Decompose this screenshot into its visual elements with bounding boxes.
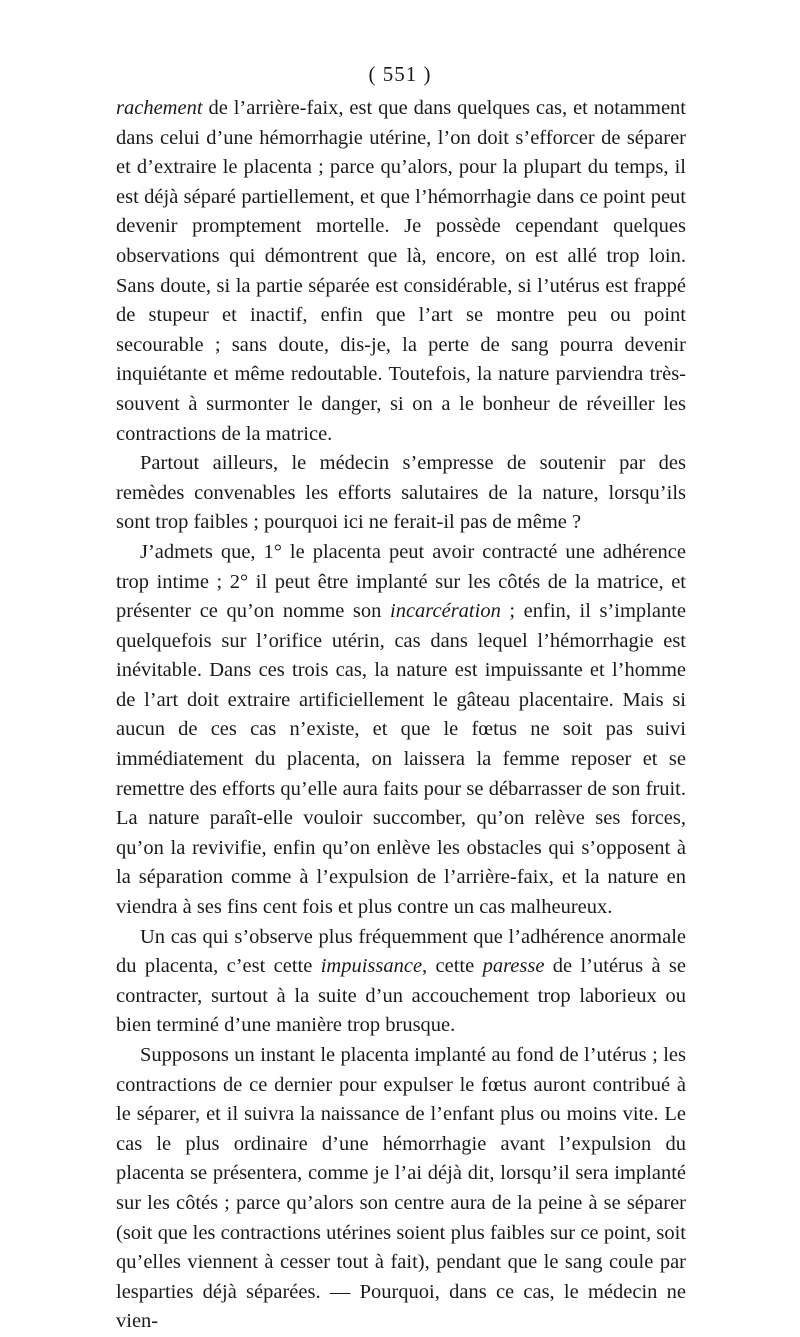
paragraph-4 bbox=[116, 923, 686, 1041]
italic-word: impuissance bbox=[320, 955, 423, 978]
paragraph-text: ; enfin, il s’implante quelquefois sur l’orifice utérin, cas dans lequel l’hémorrhagie est inévitable. Dans ces trois cas, la nature est impuissante et l’homme de l’art doit extraire artificiellement le gâteau placentaire. Mais si aucun de ces cas n’existe, et que le fœtus ne soit pas suivi immédiatement du placenta, on laissera la femme reposer et se remettre des efforts qu’elle aura faits pour se débarrasser de son fruit. La nature paraît-elle vouloir succomber, qu’on relève ses forces, qu’on la revivifie, enfin qu’on enlève les obstacles qui s’opposent à la séparation comme à l’expulsion de l’arrière-faix, et la nature en viendra à ses fins cent fois et plus contre un cas malheureux. bbox=[116, 600, 686, 919]
paragraph-text: de l’utérus à se contracter, surtout à la suite d’un accouchement trop laborieux ou bien terminé d’une manière trop brusque. bbox=[116, 955, 686, 1037]
body-text bbox=[116, 94, 686, 1337]
paragraph-1 bbox=[116, 94, 686, 449]
italic-word: rachement bbox=[116, 97, 203, 119]
paragraph-text: de l’arrière-faix, est que dans quelques cas, et notamment dans celui d’une hémorrhagie utérine, l’on doit s’efforcer de séparer et d’extraire le placenta ; parce qu’alors, pour la plupart du temps, il est déjà séparé partiellement, et que l’hémorrhagie dans ce point peut devenir promptement mortelle. Je possède cependant quelques observations qui démontrent que là, encore, on est allé trop loin. Sans doute, si la partie séparée est considérable, si l’utérus est frappé de stupeur et inactif, enfin que l’art se montre peu ou point secourable ; sans doute, dis-je, la perte de sang pourra devenir inquiétante et même redoutable. Toutefois, la nature parviendra très-souvent à surmonter le danger, si on a le bonheur de réveiller les contractions de la matrice. bbox=[116, 97, 686, 445]
paragraph-3 bbox=[116, 538, 686, 923]
paragraph-text: Supposons un instant le placenta implanté au fond de l’utérus ; les contractions de ce dernier pour expulser le fœtus auront contribué à le séparer, et il suivra la naissance de l’enfant plus ou moins vite. Le cas le plus ordinaire d’une hémorrhagie avant l’expulsion du placenta se présentera, comme je l’ai déjà dit, lorsqu’il sera implanté sur les côtés ; parce qu’alors son centre aura de la peine à se séparer (soit que les contractions utérines soient plus faibles sur ce point, soit qu’elles viennent à cesser tout à fait), pendant que le sang coule par lesparties déjà séparées. — Pourquoi, dans ce cas, le médecin ne vien- bbox=[116, 1044, 686, 1333]
italic-word: paresse bbox=[482, 955, 545, 978]
page-number: ( 551 ) bbox=[368, 62, 432, 86]
paragraph-text: J’admets que, 1° le placenta peut avoir contracté une adhérence trop intime ; 2° il peut être implanté sur les côtés de la matrice, et présenter ce qu’on nomme son bbox=[116, 540, 686, 623]
paragraph-text: , cette bbox=[422, 955, 483, 978]
paragraph-text: Partout ailleurs, le médecin s’empresse de soutenir par des remèdes convenables les efforts salutaires de la nature, lorsqu’ils sont trop faibles ; pourquoi ici ne ferait-il pas de même ? bbox=[116, 452, 686, 534]
italic-word: incarcération bbox=[390, 600, 501, 623]
paragraph-5 bbox=[116, 1041, 686, 1337]
paragraph-2 bbox=[116, 449, 686, 538]
paragraph-text: Un cas qui s’observe plus fréquemment que l’adhérence anormale du placenta, c’est cette bbox=[116, 925, 686, 978]
